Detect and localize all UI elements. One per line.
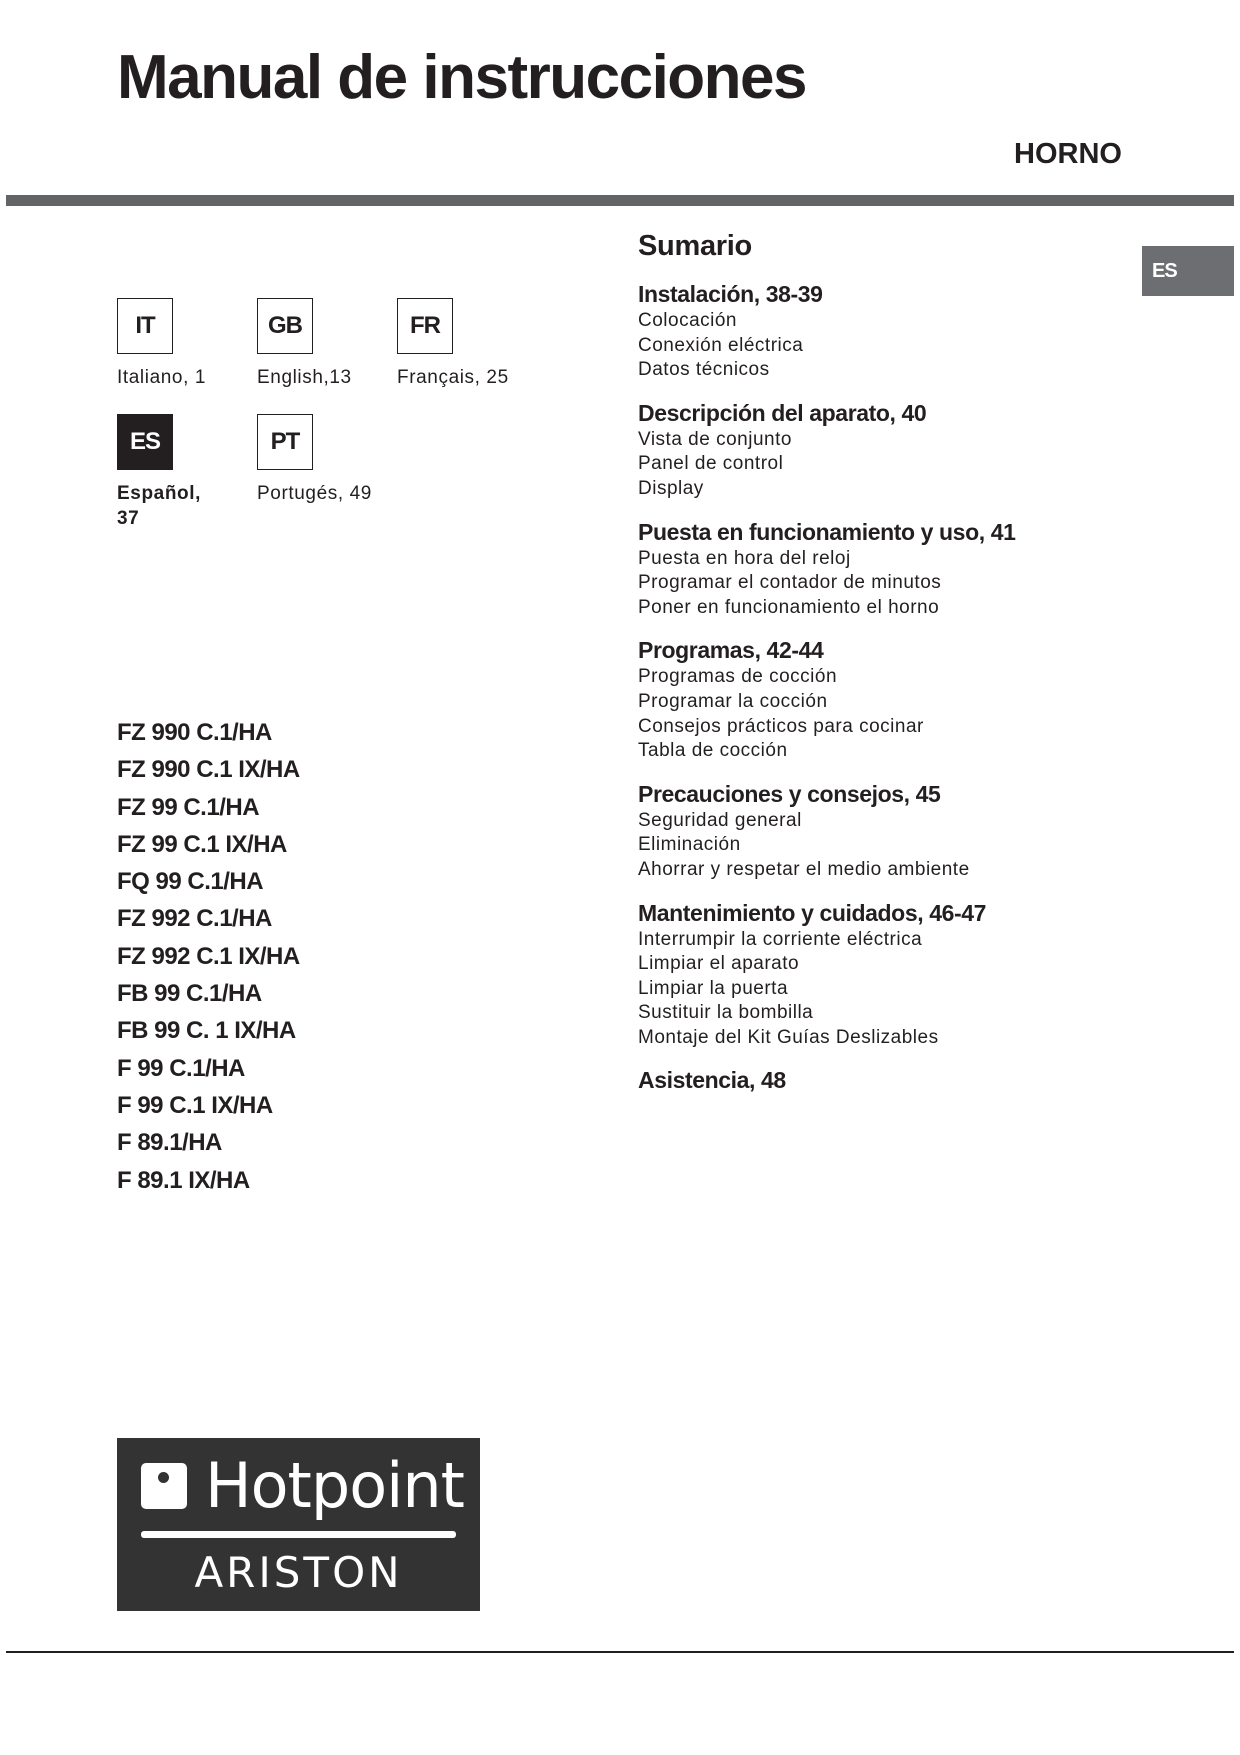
brand-name-secondary: ARISTON xyxy=(194,1548,403,1597)
model-item: FZ 990 C.1/HA xyxy=(117,719,272,746)
language-option-it[interactable] xyxy=(117,298,267,390)
hotpoint-ariston-logo xyxy=(117,1438,480,1611)
toc-item[interactable]: Programas de cocción xyxy=(638,666,838,688)
toc-item[interactable]: Vista de conjunto xyxy=(638,428,792,450)
toc-item[interactable]: Datos técnicos xyxy=(638,359,770,381)
toc-section-precauciones xyxy=(638,779,1138,883)
toc-section-heading[interactable]: Descripción del aparato, 40 xyxy=(638,399,927,426)
language-code-box[interactable]: GB xyxy=(257,298,313,354)
language-option-es[interactable] xyxy=(117,414,267,531)
toc-item[interactable]: Programar el contador de minutos xyxy=(638,572,942,594)
toc-section-heading[interactable]: Puesta en funcionamiento y uso, 41 xyxy=(638,518,1016,545)
toc-item[interactable]: Consejos prácticos para cocinar xyxy=(638,715,924,737)
model-item: FQ 99 C.1/HA xyxy=(117,868,264,896)
language-label: English,13 xyxy=(257,367,352,388)
model-item: F 89.1/HA xyxy=(117,1129,222,1157)
model-item: FZ 992 C.1/HA xyxy=(117,905,272,933)
language-code-box[interactable]: FR xyxy=(397,298,453,354)
table-of-contents xyxy=(638,230,1138,1110)
language-code-box[interactable]: IT xyxy=(117,298,173,354)
model-item: F 99 C.1/HA xyxy=(117,1054,245,1082)
language-label: Italiano, 1 xyxy=(117,367,206,388)
language-label: Español, 37 xyxy=(117,483,201,529)
toc-item[interactable]: Ahorrar y respetar el medio ambiente xyxy=(638,858,970,880)
language-option-fr[interactable] xyxy=(397,298,547,390)
footer-divider xyxy=(6,1651,1234,1653)
toc-item[interactable]: Colocación xyxy=(638,310,737,331)
language-code-box[interactable]: PT xyxy=(257,414,313,470)
language-label: Français, 25 xyxy=(397,367,509,388)
product-type: HORNO xyxy=(1014,138,1122,170)
toc-section-heading[interactable]: Mantenimiento y cuidados, 46-47 xyxy=(638,899,987,926)
toc-item[interactable]: Montaje del Kit Guías Deslizables xyxy=(638,1026,939,1048)
logo-divider xyxy=(141,1531,456,1538)
toc-section-programas xyxy=(638,635,1138,763)
toc-item[interactable]: Interrumpir la corriente eléctrica xyxy=(638,928,923,950)
header-divider xyxy=(6,195,1234,206)
toc-item[interactable]: Eliminación xyxy=(638,834,741,856)
language-option-gb[interactable] xyxy=(257,298,407,390)
toc-item[interactable]: Conexión eléctrica xyxy=(638,334,804,356)
toc-item[interactable]: Seguridad general xyxy=(638,809,802,831)
model-item: FZ 992 C.1 IX/HA xyxy=(117,942,300,970)
toc-section-instalacion xyxy=(638,279,1138,383)
toc-section-heading[interactable]: Programas, 42-44 xyxy=(638,637,824,664)
toc-item[interactable]: Programar la cocción xyxy=(638,690,828,712)
model-item: FB 99 C. 1 IX/HA xyxy=(117,1017,296,1045)
toc-section-heading[interactable]: Instalación, 38-39 xyxy=(638,281,823,307)
toc-section-mantenimiento xyxy=(638,898,1138,1051)
model-item: F 99 C.1 IX/HA xyxy=(117,1091,273,1119)
toc-item[interactable]: Puesta en hora del reloj xyxy=(638,547,851,569)
toc-item[interactable]: Sustituir la bombilla xyxy=(638,1002,814,1024)
model-item: FZ 99 C.1 IX/HA xyxy=(117,830,287,858)
toc-item[interactable]: Display xyxy=(638,477,704,499)
toc-item[interactable]: Limpiar el aparato xyxy=(638,953,800,975)
model-list xyxy=(117,714,300,1199)
toc-title: Sumario xyxy=(638,230,752,262)
brand-mark-icon xyxy=(141,1463,187,1509)
model-item: FZ 990 C.1 IX/HA xyxy=(117,756,300,784)
model-item: FB 99 C.1/HA xyxy=(117,980,262,1008)
toc-item[interactable]: Poner en funcionamiento el horno xyxy=(638,596,940,618)
brand-name-primary: Hotpoint xyxy=(205,1449,464,1522)
language-label: Portugés, 49 xyxy=(257,483,372,504)
toc-item[interactable]: Tabla de cocción xyxy=(638,740,788,762)
toc-item[interactable]: Panel de control xyxy=(638,453,784,475)
language-side-tab: ES xyxy=(1142,246,1234,296)
language-code-box-selected[interactable]: ES xyxy=(117,414,173,470)
toc-section-heading[interactable]: Precauciones y consejos, 45 xyxy=(638,780,941,807)
language-option-pt[interactable] xyxy=(257,414,407,506)
model-item: FZ 99 C.1/HA xyxy=(117,793,260,821)
page-title: Manual de instrucciones xyxy=(117,43,807,112)
toc-section-puesta xyxy=(638,517,1138,621)
toc-item[interactable]: Limpiar la puerta xyxy=(638,977,789,999)
toc-section-asistencia xyxy=(638,1065,1138,1095)
toc-section-heading[interactable]: Asistencia, 48 xyxy=(638,1067,786,1094)
model-item: F 89.1 IX/HA xyxy=(117,1166,250,1194)
toc-section-descripcion xyxy=(638,398,1138,502)
